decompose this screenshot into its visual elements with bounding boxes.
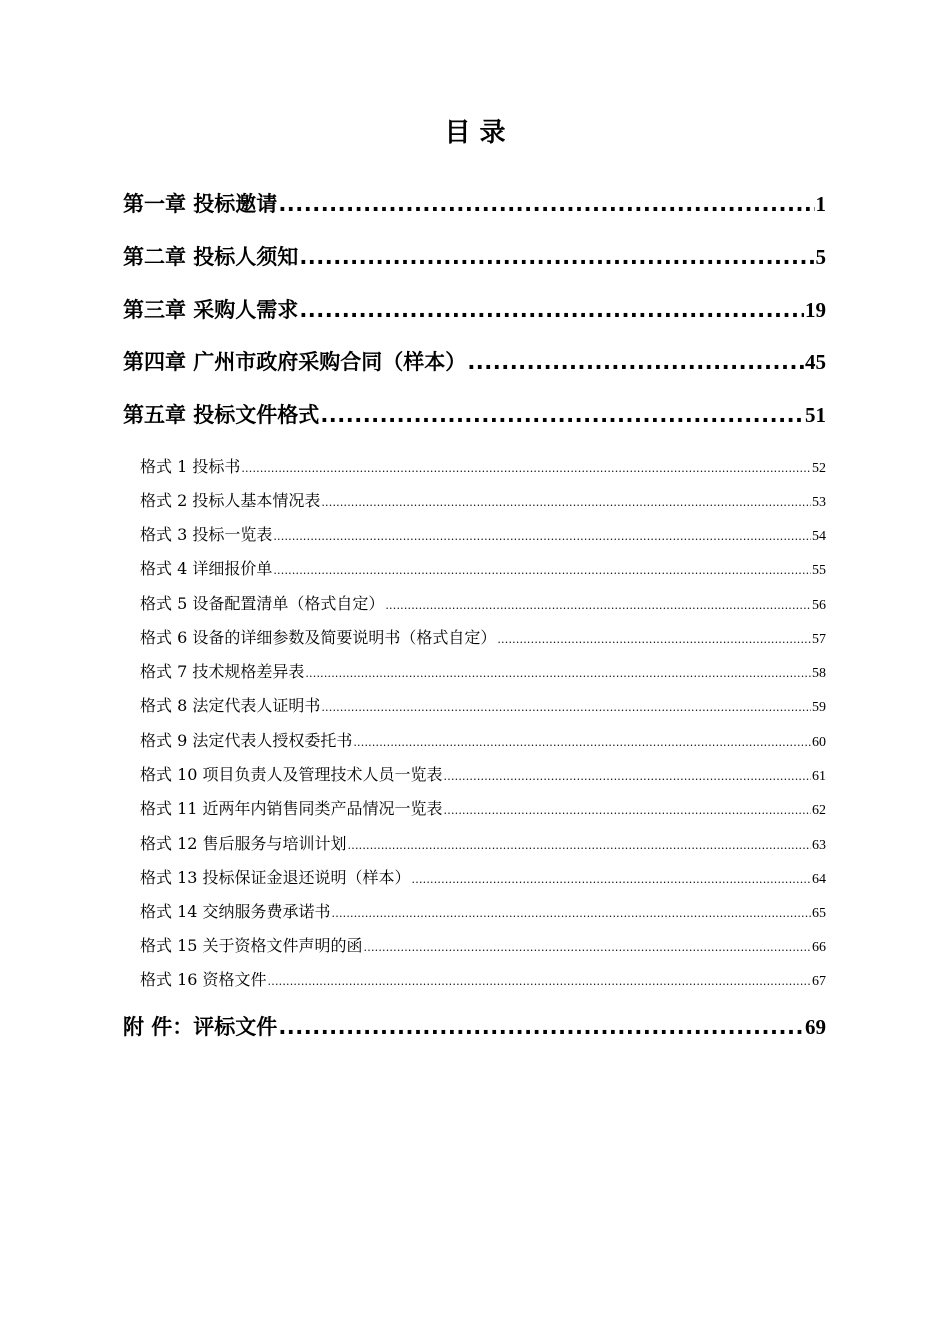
toc-entry-label: 第一章 投标邀请 xyxy=(123,192,278,216)
toc-page-number: 51 xyxy=(805,403,826,427)
toc-entry-label: 格式 2 投标人基本情况表 xyxy=(140,491,321,510)
toc-page-number: 52 xyxy=(812,461,826,476)
toc-page-number: 59 xyxy=(812,700,826,715)
toc-page-number: 67 xyxy=(812,974,826,989)
toc-format-10[interactable] xyxy=(140,762,826,785)
toc-entry-label: 格式 9 法定代表人授权委托书 xyxy=(140,731,353,750)
toc-format-9[interactable] xyxy=(140,728,826,751)
toc-chapter-2[interactable] xyxy=(123,241,826,271)
toc-chapter-1[interactable] xyxy=(123,188,826,218)
toc-format-12[interactable] xyxy=(140,831,826,854)
toc-entry-label: 格式 13 投标保证金退还说明（样本） xyxy=(140,868,411,887)
toc-page-number: 45 xyxy=(805,350,826,374)
toc-format-6[interactable] xyxy=(140,625,826,648)
toc-page-number: 55 xyxy=(812,563,826,578)
toc-page-number: 56 xyxy=(812,598,826,613)
toc-appendix[interactable] xyxy=(123,1011,826,1041)
toc-entry-label: 格式 14 交纳服务费承诺书 xyxy=(140,902,331,921)
toc-page-number: 62 xyxy=(812,803,826,818)
dot-leader xyxy=(364,941,811,954)
toc-format-13[interactable] xyxy=(140,865,826,888)
toc-entry-label: 格式 10 项目负责人及管理技术人员一览表 xyxy=(140,765,443,784)
toc-entry-label: 格式 12 售后服务与培训计划 xyxy=(140,834,347,853)
toc-page-number: 65 xyxy=(812,906,826,921)
toc-chapter-5[interactable] xyxy=(123,399,826,429)
toc-page-number: 63 xyxy=(812,838,826,853)
toc-entry-label: 第二章 投标人须知 xyxy=(123,245,299,269)
toc-page-number: 60 xyxy=(812,735,826,750)
dot-leader xyxy=(385,599,811,612)
toc-format-4[interactable] xyxy=(140,556,826,579)
toc-chapter-4[interactable] xyxy=(123,346,826,376)
toc-entry-label: 格式 11 近两年内销售同类产品情况一览表 xyxy=(140,799,443,818)
toc-page-number: 53 xyxy=(812,495,826,510)
dot-leader xyxy=(467,350,804,374)
toc-page-number: 1 xyxy=(815,192,826,216)
toc-page-number: 19 xyxy=(805,298,826,322)
dot-leader xyxy=(497,633,811,646)
toc-page-number: 69 xyxy=(805,1015,826,1039)
toc-entry-label: 格式 4 详细报价单 xyxy=(140,559,273,578)
toc-format-14[interactable] xyxy=(140,899,826,922)
toc-format-8[interactable] xyxy=(140,693,826,716)
toc-page-number: 57 xyxy=(812,632,826,647)
dot-leader xyxy=(444,770,811,783)
dot-leader xyxy=(305,667,811,680)
dot-leader xyxy=(321,701,811,714)
toc-page-number: 64 xyxy=(812,872,826,887)
toc-page-number: 54 xyxy=(812,529,826,544)
toc-page-number: 58 xyxy=(812,666,826,681)
dot-leader xyxy=(444,804,811,817)
dot-leader xyxy=(273,564,811,577)
toc-entry-label: 格式 6 设备的详细参数及简要说明书（格式自定） xyxy=(140,628,497,647)
toc-title: 目 录 xyxy=(444,118,506,148)
dot-leader xyxy=(278,192,814,216)
toc-format-16[interactable] xyxy=(140,967,826,990)
toc-entry-label: 格式 3 投标一览表 xyxy=(140,525,273,544)
toc-entry-label: 第三章 采购人需求 xyxy=(123,298,299,322)
dot-leader xyxy=(348,839,811,852)
toc-format-15[interactable] xyxy=(140,933,826,956)
dot-leader xyxy=(299,298,804,322)
toc-entry-label: 附 件：评标文件 xyxy=(123,1015,278,1039)
toc-format-7[interactable] xyxy=(140,659,826,682)
toc-page-number: 5 xyxy=(815,245,826,269)
dot-leader xyxy=(320,403,804,427)
toc-page-number: 66 xyxy=(812,940,826,955)
toc-entry-label: 格式 7 技术规格差异表 xyxy=(140,662,305,681)
dot-leader xyxy=(412,873,811,886)
toc-format-5[interactable] xyxy=(140,591,826,614)
toc-format-3[interactable] xyxy=(140,522,826,545)
toc-entry-label: 第四章 广州市政府采购合同（样本） xyxy=(123,350,467,374)
dot-leader xyxy=(321,496,811,509)
dot-leader xyxy=(299,245,814,269)
toc-entry-label: 格式 8 法定代表人证明书 xyxy=(140,696,321,715)
toc-entry-label: 格式 16 资格文件 xyxy=(140,970,267,989)
dot-leader xyxy=(268,975,811,988)
toc-entry-label: 格式 15 关于资格文件声明的函 xyxy=(140,936,363,955)
toc-page-number: 61 xyxy=(812,769,826,784)
toc-format-1[interactable] xyxy=(140,454,826,477)
dot-leader xyxy=(353,736,811,749)
toc-format-2[interactable] xyxy=(140,488,826,511)
toc-entry-label: 第五章 投标文件格式 xyxy=(123,403,320,427)
toc-entry-label: 格式 1 投标书 xyxy=(140,457,241,476)
toc-format-11[interactable] xyxy=(140,796,826,819)
dot-leader xyxy=(278,1015,804,1039)
dot-leader xyxy=(241,462,811,475)
toc-chapter-3[interactable] xyxy=(123,294,826,324)
dot-leader xyxy=(332,907,811,920)
toc-entry-label: 格式 5 设备配置清单（格式自定） xyxy=(140,594,385,613)
dot-leader xyxy=(273,530,811,543)
